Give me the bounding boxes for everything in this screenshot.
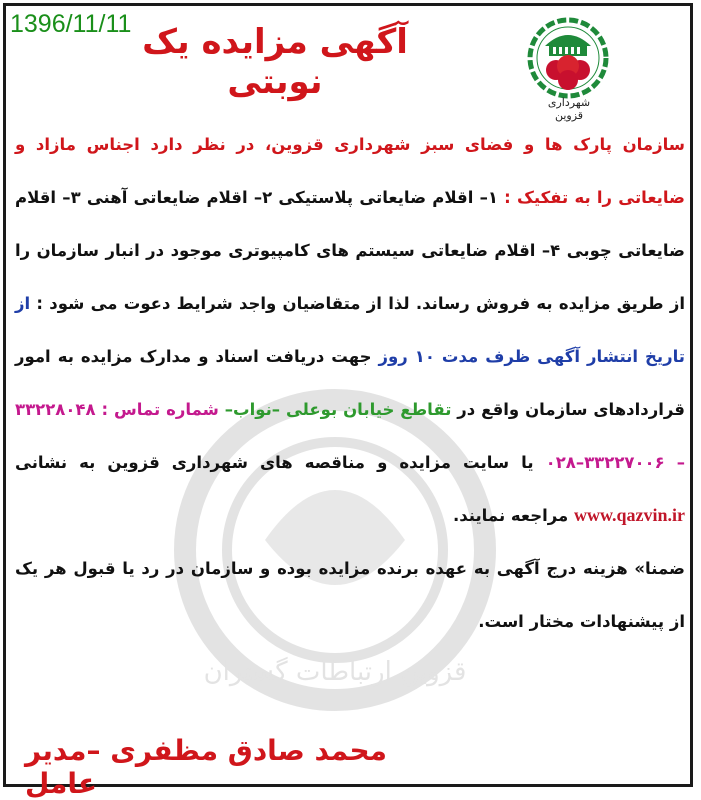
date-stamp: 1396/11/11 bbox=[10, 10, 132, 38]
items-text: ۱– اقلام ضایعاتی پلاستیکی ۲– اقلام ضایعاتی آهنی ۳– اقلام ضایعاتی چوبی ۴– اقلام ضایعاتی سیستم های کامپیوتری موجود در انبار سازمان را از طریق مزایده به فروش رساند. لذا از متقاضیان واجد شرایط دعوت می شود : bbox=[15, 188, 685, 313]
note-text: ضمنا» هزینه درج آگهی به عهده برنده مزایده بوده و سازمان در رد یا قبول هر یک از پیشنهادات مختار است. bbox=[15, 559, 685, 631]
location-text: تقاطع خیابان بوعلی –نواب– bbox=[224, 400, 452, 419]
website-prefix-text: یا سایت مزایده و مناقصه های شهرداری قزوین به نشانی bbox=[15, 453, 546, 472]
signature: محمد صادق مظفری –مدیر عامل bbox=[25, 734, 387, 800]
documents-text: جهت دریافت اسناد و مدارک مزایده به امور قراردادهای سازمان واقع در bbox=[15, 347, 685, 419]
notice-title: آگهی مزایده یک نوبتی bbox=[142, 22, 408, 102]
website-suffix-text: مراجعه نمایند. bbox=[452, 506, 574, 525]
deadline-text: از تاریخ انتشار آگهی ظرف مدت ۱۰ روز bbox=[15, 294, 685, 366]
logo-caption: شهرداری قزوین bbox=[547, 96, 591, 122]
watermark-text: قزوین ارتباطات گستران bbox=[203, 657, 467, 687]
contact-text: شماره تماس : ۳۳۲۲۸۰۴۸ – ۳۳۲۲۷۰۰۶–۰۲۸ bbox=[15, 400, 685, 472]
notice-body bbox=[15, 118, 685, 648]
intro-text: سازمان پارک ها و فضای سبز شهرداری قزوین، در نظر دارد اجناس مازاد و ضایعاتی را به تفکیک : bbox=[15, 135, 685, 207]
website-link[interactable]: www.qazvin.ir bbox=[573, 505, 685, 525]
